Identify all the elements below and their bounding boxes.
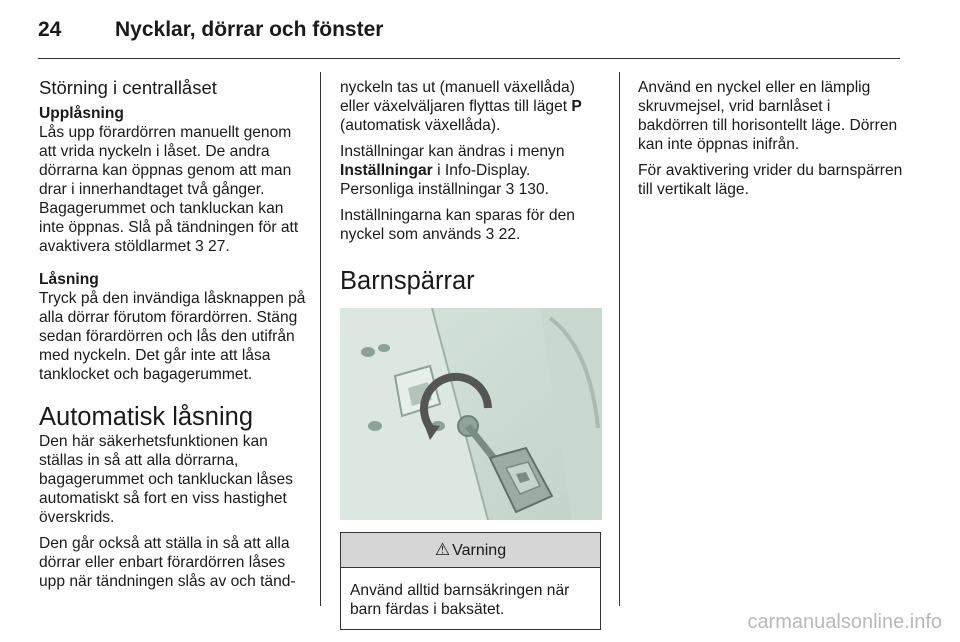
column-divider-2 [619,72,620,606]
warning-header [341,533,600,568]
column-divider-1 [320,72,321,606]
column-2 [340,78,605,630]
continuation-paragraph: nyckeln tas ut (manuell växellåda) eller växelväljaren flyttas till läget P (automatisk växellåda). [340,79,582,134]
header-rule [38,58,900,59]
warning-title: Varning [452,542,507,559]
page-number: 24 [38,18,62,41]
settings-page-ref[interactable]: 130. [518,181,549,198]
lock-heading: Låsning [39,271,99,288]
saved-paragraph: Inställningarna kan sparas för den nyckel som används 3 22. [340,207,575,243]
auto-lock-paragraph-2: Den går också att ställa in så att alla dörrar eller enbart förardörren låses upp när tändningen slås av och tänd- [39,535,296,590]
unlock-heading: Upplåsning [39,105,124,122]
section-title-child-locks: Barnspärrar [340,267,475,295]
chapter-title: Nycklar, dörrar och fönster [115,18,384,41]
ref-arrow-icon: 3 [195,238,204,255]
ref-arrow-icon: 3 [505,181,515,198]
unlock-page-ref[interactable]: 27. [208,238,230,255]
child-lock-paragraph-1: Använd en nyckel eller en lämplig skruvmejsel, vrid barnlåset i bakdörren till horisontellt läge. Dörren kan inte öppnas inifrån. [638,79,898,153]
auto-lock-paragraph-1: Den här säkerhetsfunktionen kan ställas in så att alla dörrarna, bagagerummet och tankluckan låses automatiskt så fort en viss hastighet överskrids. [39,433,293,526]
warning-text: Använd alltid barnsäkringen när barn färdas i baksätet. [350,582,570,618]
child-lock-paragraph-2: För avaktivering vrider du barnspärren till vertikalt läge. [638,162,903,198]
child-lock-illustration [340,308,602,520]
section-title-auto-lock: Automatisk låsning [39,403,254,431]
saved-page-ref[interactable]: 22. [498,226,521,243]
watermark: carmanualsonline.info [747,611,942,633]
ref-arrow-icon: 3 [485,226,495,243]
unlock-paragraph: Lås upp förardörren manuellt genom att vrida nyckeln i låset. De andra dörrarna kan öppnas genom att man drar i innerhandtaget två gånger. Bagagerummet och tankluckan kan inte öppnas. Slå på tändningen för att avaktivera stöldlarmet 3 27. [39,124,299,255]
lock-paragraph: Tryck på den invändiga låsknappen på alla dörrar förutom förardörren. Stäng sedan förardörren och lås den utifrån med nyckeln. Det går inte att låsa tanklocket och bagagerummet. [39,290,306,383]
section-title-central-lock: Störning i centrallåset [39,77,217,98]
settings-paragraph: Inställningar kan ändras i menyn Inställningar i Info-Display. Personliga inställningar 3 130. [340,143,565,198]
column-3 [638,78,903,199]
warning-box [340,532,601,630]
column-1 [39,78,307,591]
warning-icon: ⚠ [434,540,451,559]
